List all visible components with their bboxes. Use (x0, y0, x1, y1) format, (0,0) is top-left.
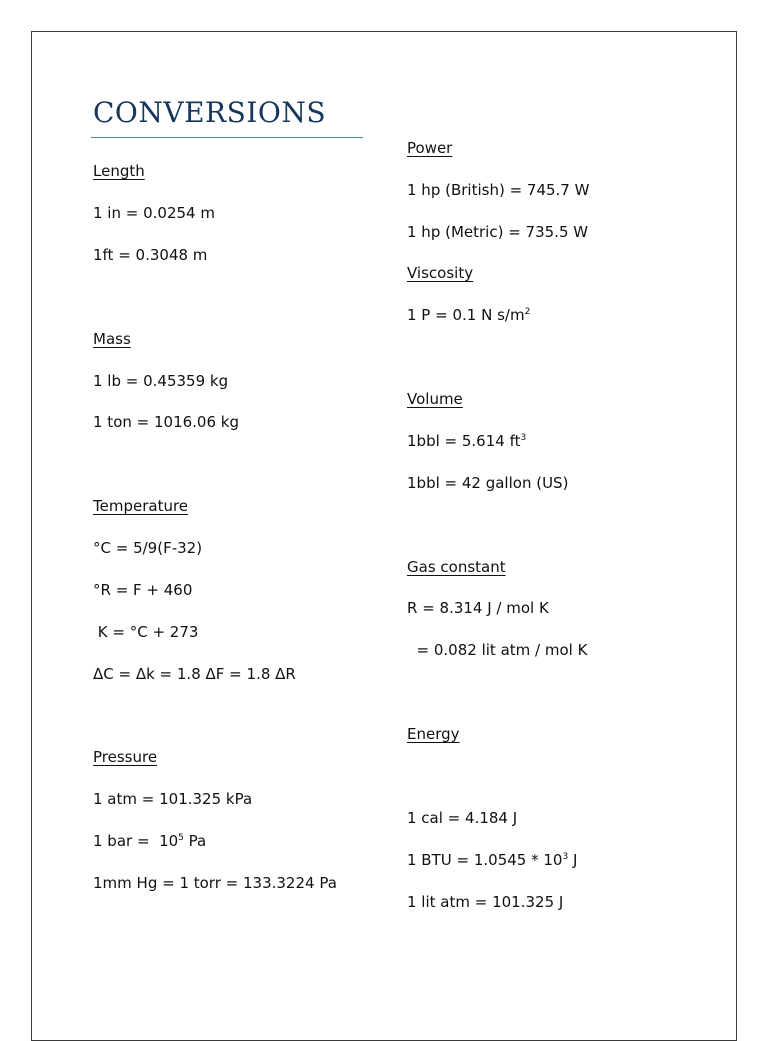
mass-heading: Mass (93, 330, 131, 348)
mass-line-pound: 1 lb = 0.45359 kg (93, 372, 229, 390)
btu-exponent: 3 (562, 852, 569, 862)
volume-line-ft3 (407, 431, 526, 451)
bar-prefix: 1 bar = 10 (93, 832, 179, 850)
pressure-line-atm: 1 atm = 101.325 kPa (93, 790, 253, 808)
temperature-heading: Temperature (93, 497, 189, 515)
viscosity-heading: Viscosity (407, 264, 474, 282)
length-line-foot: 1ft = 0.3048 m (93, 246, 208, 264)
power-line-metric: 1 hp (Metric) = 735.5 W (407, 223, 589, 241)
gas-constant-line-joule: R = 8.314 J / mol K (407, 599, 549, 617)
energy-line-cal: 1 cal = 4.184 J (407, 809, 518, 827)
pressure-heading: Pressure (93, 748, 158, 766)
btu-suffix: J (568, 851, 578, 869)
viscosity-line-poise (407, 305, 530, 325)
bar-exponent: 5 (178, 833, 184, 843)
temperature-line-delta: ΔC = Δk = 1.8 ΔF = 1.8 ΔR (93, 665, 296, 683)
energy-line-btu (407, 850, 577, 870)
power-line-british: 1 hp (British) = 745.7 W (407, 181, 590, 199)
title-underline (91, 137, 363, 138)
bbl-ft-exponent: 3 (520, 433, 527, 443)
page-title: CONVERSIONS (93, 96, 326, 129)
btu-prefix: 1 BTU = 1.0545 * 10 (407, 851, 563, 869)
volume-line-gallon: 1bbl = 42 gallon (US) (407, 474, 569, 492)
bar-suffix: Pa (183, 832, 207, 850)
energy-heading: Energy (407, 725, 460, 743)
power-heading: Power (407, 139, 453, 157)
temperature-line-kelvin: K = °C + 273 (93, 623, 199, 641)
gas-constant-heading: Gas constant (407, 558, 506, 576)
volume-heading: Volume (407, 390, 463, 408)
length-heading: Length (93, 162, 145, 180)
temperature-line-rankine: °R = F + 460 (93, 581, 193, 599)
bbl-ft-prefix: 1bbl = 5.614 ft (407, 432, 521, 450)
temperature-line-celsius: °C = 5/9(F-32) (93, 539, 203, 557)
length-line-inch: 1 in = 0.0254 m (93, 204, 215, 222)
pressure-line-torr: 1mm Hg = 1 torr = 133.3224 Pa (93, 874, 337, 892)
gas-constant-line-lit-atm: = 0.082 lit atm / mol K (407, 641, 588, 659)
pressure-line-bar (93, 831, 206, 851)
energy-line-lit-atm: 1 lit atm = 101.325 J (407, 893, 564, 911)
mass-line-ton: 1 ton = 1016.06 kg (93, 413, 239, 431)
poise-exponent: 2 (524, 307, 531, 317)
poise-prefix: 1 P = 0.1 N s/m (407, 306, 525, 324)
